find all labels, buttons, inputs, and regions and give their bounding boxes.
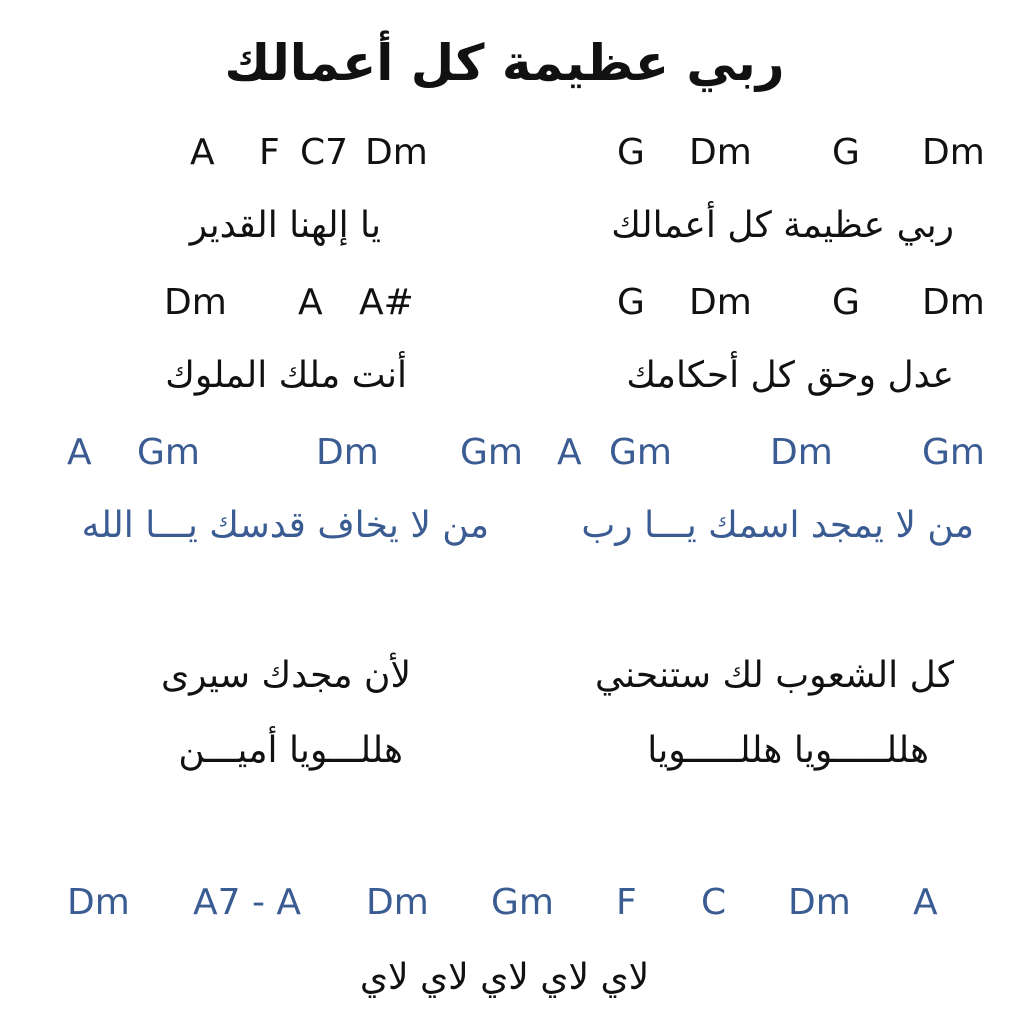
chord: Gm xyxy=(460,432,523,473)
chord: Dm xyxy=(366,882,429,923)
chord: A xyxy=(298,282,323,323)
chord: A xyxy=(557,432,582,473)
lyric-line: كل الشعوب لك ستنحني xyxy=(595,655,954,696)
lyric-line: عدل وحق كل أحكامك xyxy=(626,355,954,396)
chord: G xyxy=(617,132,645,173)
chord: G xyxy=(832,282,860,323)
lyric-line: ربي عظيمة كل أعمالك xyxy=(611,205,954,246)
chord: Dm xyxy=(922,282,985,323)
lyric-line: من لا يخاف قدسك يـــا الله xyxy=(81,505,489,546)
chord: G xyxy=(832,132,860,173)
lyric-line: هللـــــويا هللـــــويا xyxy=(647,730,929,771)
chord: Gm xyxy=(609,432,672,473)
chord: A xyxy=(913,882,938,923)
chord: Dm xyxy=(922,132,985,173)
chord: A7 - A xyxy=(193,882,302,923)
lyric-line: من لا يمجد اسمك يـــا رب xyxy=(581,505,974,546)
chord: A xyxy=(190,132,215,173)
chord: C7 xyxy=(300,132,349,173)
chord: A xyxy=(67,432,92,473)
chord: C xyxy=(701,882,727,923)
chord: Gm xyxy=(137,432,200,473)
chord: Dm xyxy=(67,882,130,923)
lyric-line: هللـــويا أميـــن xyxy=(178,730,403,771)
chord: F xyxy=(259,132,280,173)
chord: Dm xyxy=(316,432,379,473)
chord: Dm xyxy=(788,882,851,923)
lyric-line: لاي لاي لاي لاي لاي xyxy=(359,957,650,998)
chord: Dm xyxy=(689,132,752,173)
chord: Dm xyxy=(770,432,833,473)
chord: A# xyxy=(359,282,414,323)
chord: Dm xyxy=(164,282,227,323)
lyric-line: أنت ملك الملوك xyxy=(165,355,407,396)
chord: F xyxy=(616,882,637,923)
lyric-line: يا إلهنا القدير xyxy=(189,205,381,246)
chord: Gm xyxy=(491,882,554,923)
lyric-line: لأن مجدك سيرى xyxy=(160,655,411,696)
chord: Gm xyxy=(922,432,985,473)
chord: Dm xyxy=(689,282,752,323)
chord: Dm xyxy=(365,132,428,173)
chord: G xyxy=(617,282,645,323)
page-title: ربي عظيمة كل أعمالك xyxy=(224,34,785,92)
